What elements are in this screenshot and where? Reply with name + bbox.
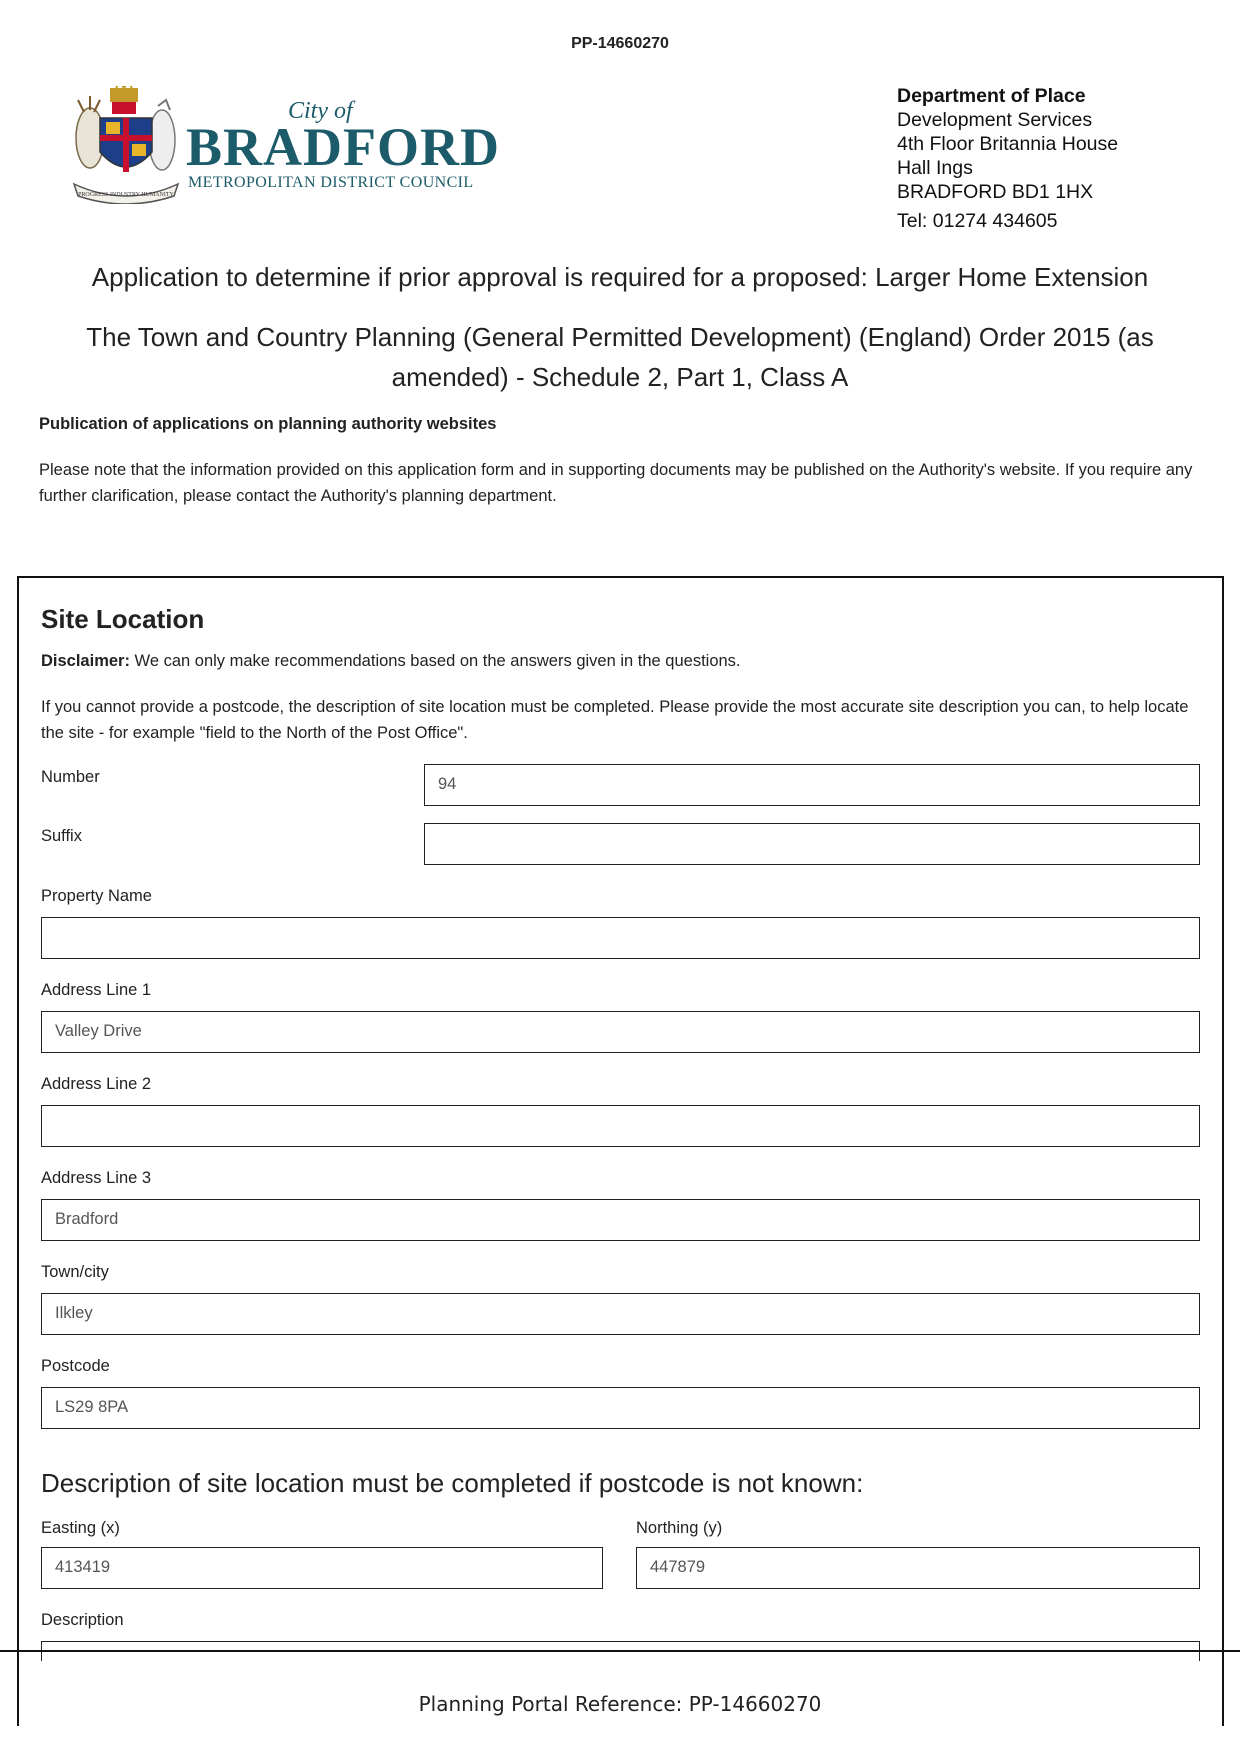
postcode-note: If you cannot provide a postcode, the description of site location must be completed. Please provide the most accurate site description you can, to help locate the site - for example "field to the North of the Post Office".	[41, 698, 1189, 742]
application-title: Application to determine if prior approval is required for a proposed: Larger Home Extension	[91, 262, 1149, 292]
logo-motto: PROGRESS INDUSTRY HUMANITY	[78, 192, 174, 198]
logo-council-name: METROPOLITAN DISTRICT COUNCIL	[188, 174, 474, 191]
easting-label: Easting (x)	[41, 1519, 120, 1537]
address-line-1-field[interactable]: Valley Drive	[41, 1011, 1200, 1053]
document-reference: PP-14660270	[571, 35, 669, 52]
site-location-section	[17, 576, 1224, 1726]
address-line: Development Services	[897, 109, 1093, 131]
address-line-3-field[interactable]: Bradford	[41, 1199, 1200, 1241]
suffix-label: Suffix	[41, 827, 82, 845]
logo-city-of: City of	[288, 98, 353, 124]
address-line: Hall Ings	[897, 157, 973, 179]
property-name-field[interactable]	[41, 917, 1200, 959]
disclaimer-label: Disclaimer:	[41, 652, 130, 670]
disclaimer	[41, 652, 741, 671]
footer-reference: Planning Portal Reference: PP-14660270	[418, 1692, 822, 1716]
coat-of-arms-icon	[70, 86, 182, 204]
department-name: Department of Place	[897, 85, 1086, 107]
address-line: 4th Floor Britannia House	[897, 133, 1119, 155]
publication-heading: Publication of applications on planning authority websites	[39, 415, 497, 433]
address-line-1-label: Address Line 1	[41, 981, 152, 999]
suffix-field[interactable]	[424, 823, 1200, 865]
logo-city-name: BRADFORD	[186, 117, 500, 177]
publication-text: Please note that the information provided on this application form and in supporting documents may be published on the Authority's website. If you require any further clarification, please contact the Authority's planning department.	[39, 461, 1193, 505]
address-line-3-label: Address Line 3	[41, 1169, 152, 1187]
address-line-2-label: Address Line 2	[41, 1075, 152, 1093]
town-city-label: Town/city	[41, 1263, 109, 1281]
town-city-field[interactable]: Ilkley	[41, 1293, 1200, 1335]
disclaimer-text: We can only make recommendations based on the answers given in the questions.	[129, 652, 741, 670]
department-telephone: Tel: 01274 434605	[897, 210, 1058, 232]
footer-divider	[0, 1650, 1240, 1652]
department-address	[897, 84, 1118, 233]
bradford-council-logo	[70, 86, 500, 206]
description-heading: Description of site location must be completed if postcode is not known:	[41, 1468, 864, 1498]
postcode-field[interactable]: LS29 8PA	[41, 1387, 1200, 1429]
northing-label: Northing (y)	[636, 1519, 723, 1537]
easting-field[interactable]: 413419	[41, 1547, 603, 1589]
section-title: Site Location	[41, 604, 205, 634]
legislation-subtitle: The Town and Country Planning (General Permitted Development) (England) Order 2015 (as amended) - Schedule 2, Part 1, Class A	[86, 322, 1154, 392]
northing-field[interactable]: 447879	[636, 1547, 1200, 1589]
property-name-label: Property Name	[41, 887, 152, 905]
number-field[interactable]: 94	[424, 764, 1200, 806]
number-label: Number	[41, 768, 100, 786]
postcode-label: Postcode	[41, 1357, 110, 1375]
description-label: Description	[41, 1611, 124, 1629]
address-line: BRADFORD BD1 1HX	[897, 181, 1094, 203]
address-line-2-field[interactable]	[41, 1105, 1200, 1147]
